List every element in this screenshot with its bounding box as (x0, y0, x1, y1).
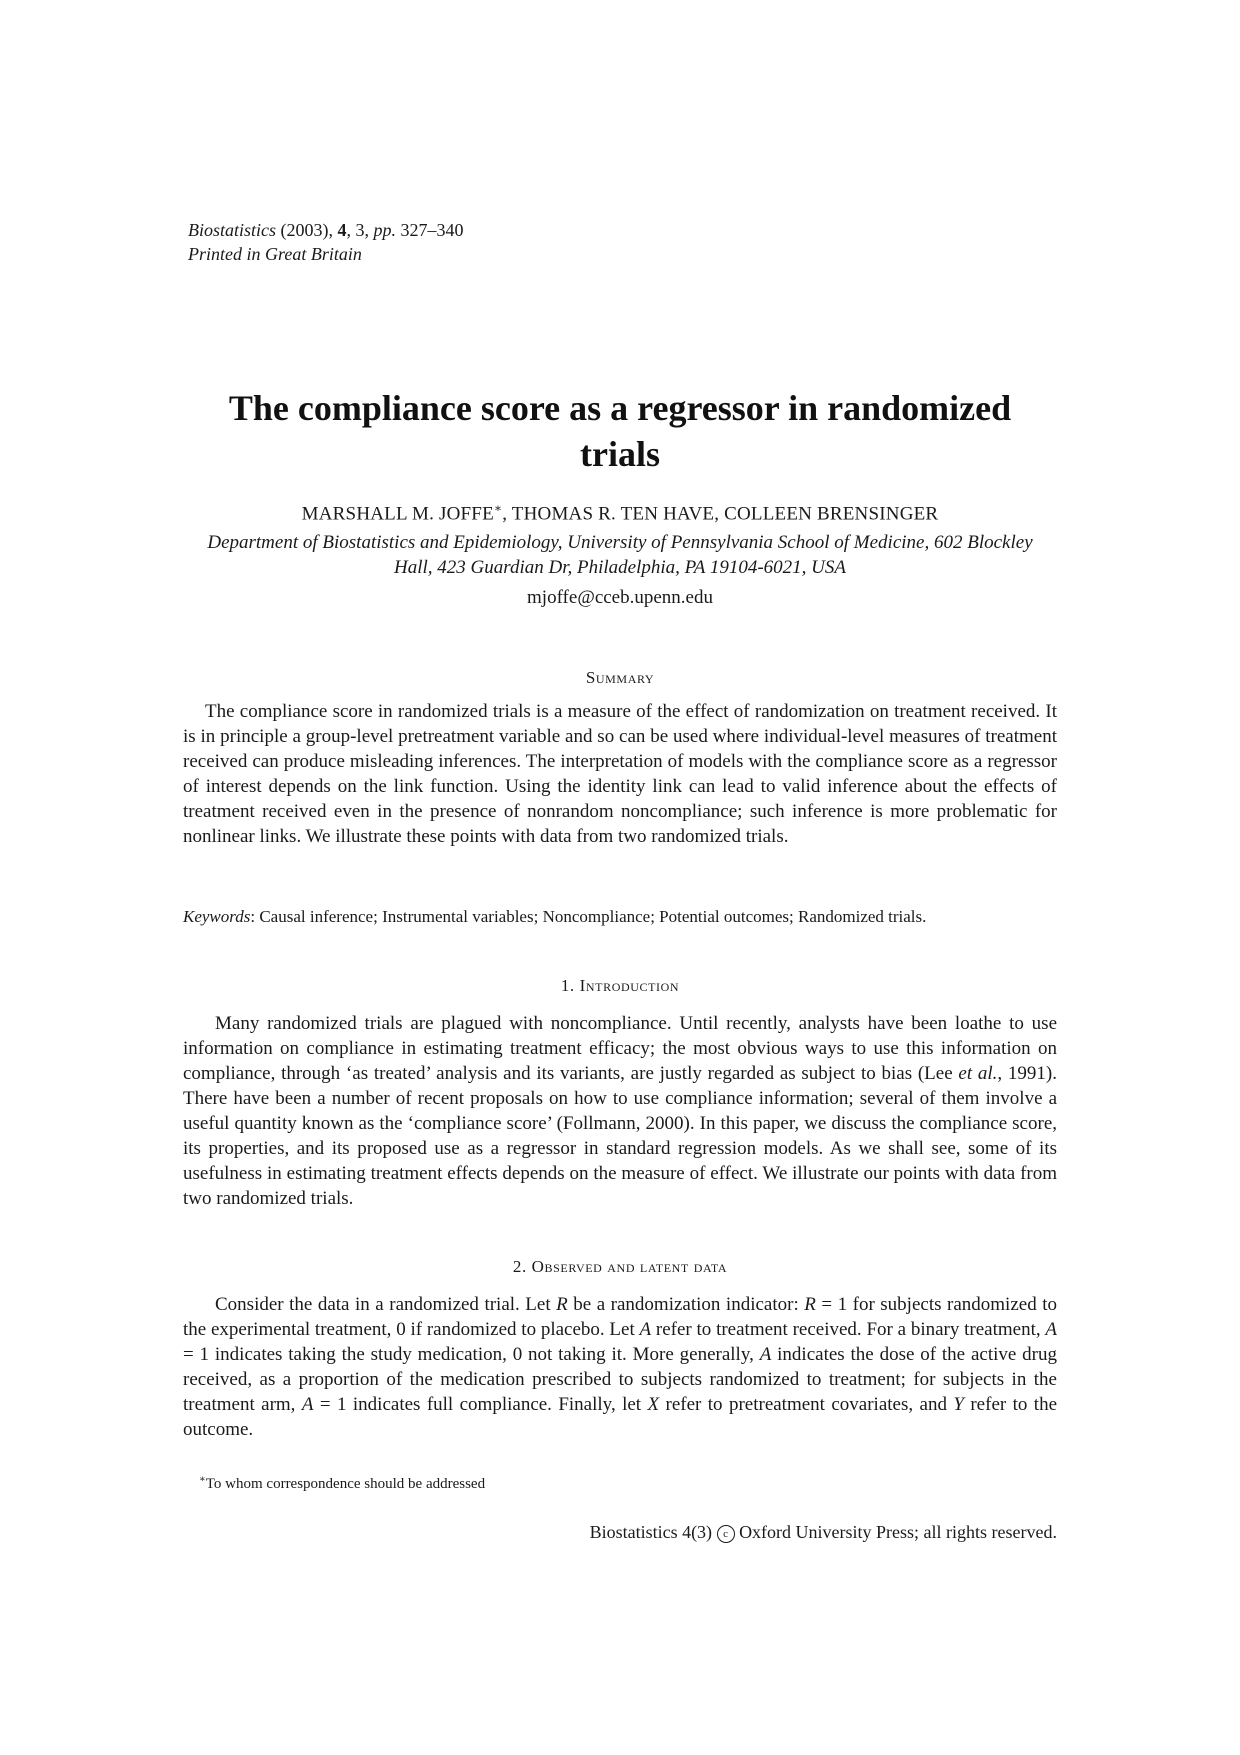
section1-heading: 1. Introduction (560, 976, 680, 995)
email: mjoffe@cceb.upenn.edu (527, 587, 713, 608)
journal-info (188, 218, 464, 266)
section2-heading: 2. Observed and latent data (512, 1257, 728, 1276)
author-marker: ∗ (493, 501, 503, 515)
author-list (150, 496, 1090, 526)
footnote-marker: ∗ (199, 1474, 206, 1485)
copyright-icon: c (717, 1525, 735, 1543)
keywords (183, 906, 1057, 928)
journal-volume: 4 (337, 220, 347, 240)
section1-text: Many randomized trials are plagued with noncompliance. Until recently, analysts have been loathe to use information on compliance in estimating treatment efficacy; the most obvious ways to use this information on compliance, through ‘as treated’ analysis and its variants, are justly regarded as subject to bias (Lee et al., 1991). There have been a number of recent proposals on how to use compliance information; several of them involve a useful quantity known as the ‘compliance score’ (Follmann, 2000). In this paper, we discuss the compliance score, its properties, and its proposed use as a regressor in standard regression models. As we shall see, some of its usefulness in estimating treatment effects depends on the measure of effect. We illustrate our points with data from two randomized trials. (183, 1013, 1057, 1209)
keywords-label: Keywords (183, 907, 251, 926)
journal-name: Biostatistics (188, 220, 277, 240)
section2-text: Consider the data in a randomized trial. Let R be a randomization indicator: R = 1 for subjects randomized to the experimental treatment, 0 if randomized to placebo. Let A refer to treatment received. For a binary treatment, A = 1 indicates taking the study medication, 0 not taking it. More generally, A indicates the dose of the active drug received, as a proportion of the medication prescribed to subjects randomized to treatment; for subjects in the treatment arm, A = 1 indicates full compliance. Finally, let X refer to pretreatment covariates, and Y refer to the outcome. (183, 1294, 1058, 1440)
summary-heading: Summary (585, 668, 655, 687)
journal-year: (2003), (280, 220, 334, 240)
author-rest: , THOMAS R. TEN HAVE, COLLEEN BRENSINGER (502, 503, 939, 525)
footnote-text: To whom correspondence should be addressed (205, 1476, 486, 1492)
author-first: MARSHALL M. JOFFE (301, 503, 494, 525)
copyright-line: Biostatistics 4(3) c Oxford University Press; all rights reserved. (589, 1522, 1057, 1542)
affiliation: Department of Biostatistics and Epidemiology, University of Pennsylvania School of Medicine, 602 Blockley Hall, 423 Guardian Dr, Philadelphia, PA 19104-6021, USA (207, 532, 1033, 578)
journal-citation (188, 218, 464, 242)
printed-note: Printed in Great Britain (188, 244, 362, 264)
journal-issue: , 3, (346, 220, 370, 240)
footnote (199, 1470, 485, 1494)
journal-pages: 327–340 (400, 220, 464, 240)
paper-title: The compliance score as a regressor in randomized trials (228, 388, 1012, 474)
summary-text: The compliance score in randomized trials is a measure of the effect of randomization on treatment received. It is in principle a group-level pretreatment variable and so can be used where individual-level measures of treatment received can produce misleading inferences. The interpretation of models with the compliance score as a regressor of interest depends on the link function. Using the identity link can lead to valid inference about the effects of treatment received even in the presence of nonrandom noncompliance; such inference is more problematic for nonlinear links. We illustrate these points with data from two randomized trials. (183, 701, 1057, 847)
keywords-text: : Causal inference; Instrumental variables; Noncompliance; Potential outcomes; Randomized trials. (250, 907, 927, 926)
journal-pp: pp. (373, 220, 397, 240)
